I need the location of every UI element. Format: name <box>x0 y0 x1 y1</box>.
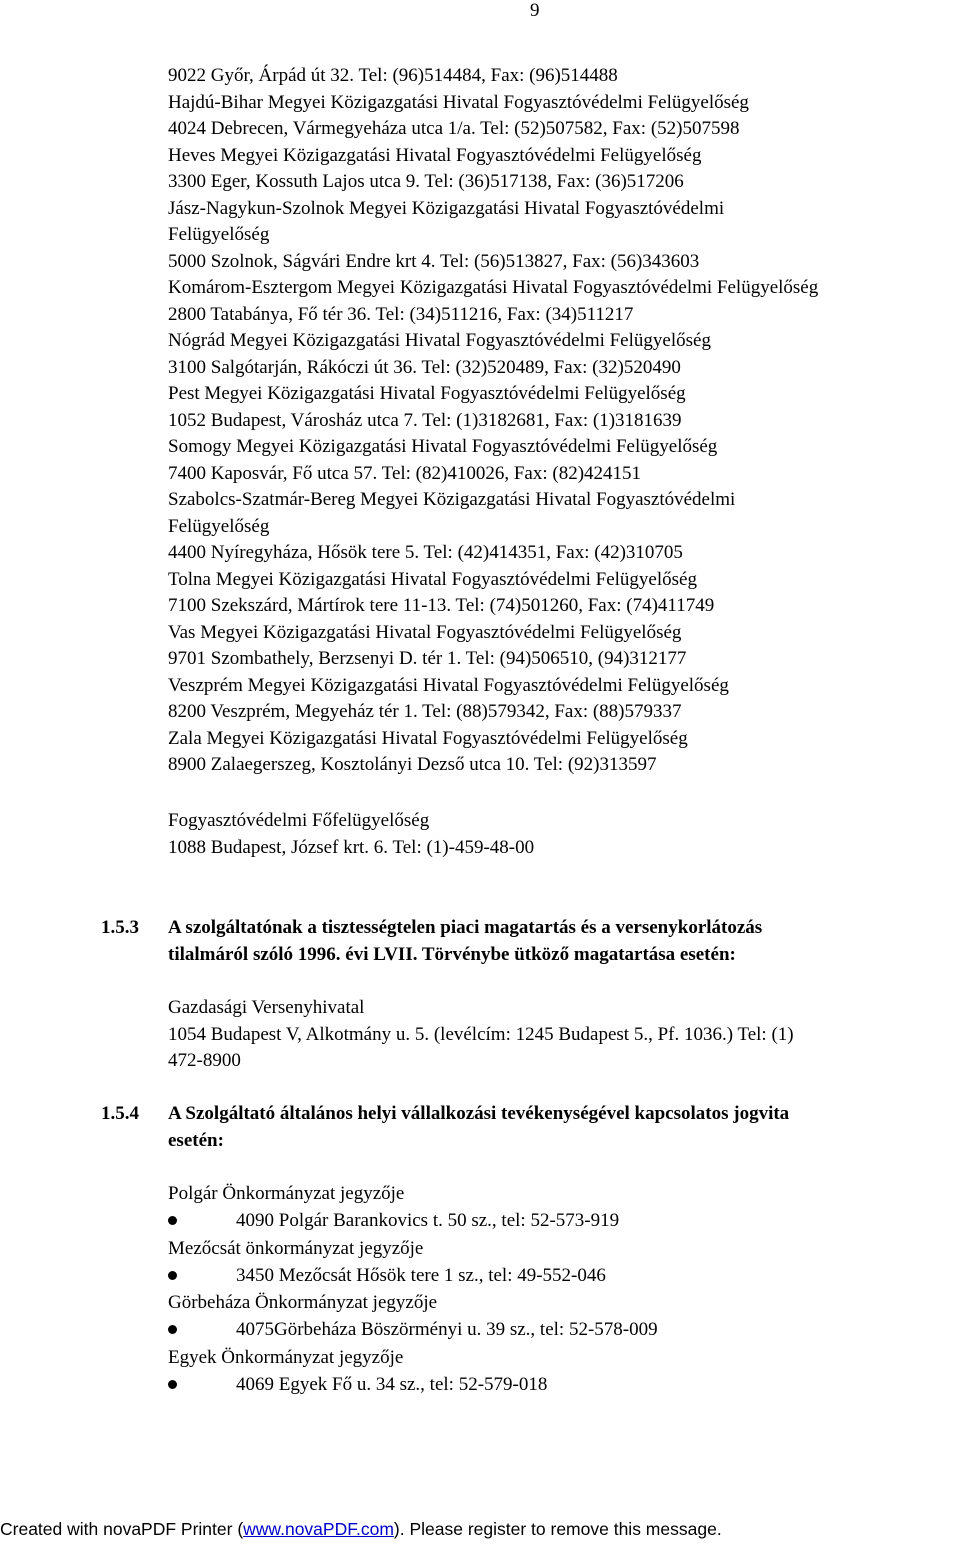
text-line: 1052 Budapest, Városház utca 7. Tel: (1)3182681, Fax: (1)3181639 <box>168 409 682 431</box>
notary-address: 4075Görbeháza Böszörményi u. 39 sz., tel: 52-578-009 <box>236 1319 658 1341</box>
text-line: Hajdú-Bihar Megyei Közigazgatási Hivatal Fogyasztóvédelmi Felügyelőség <box>168 91 749 113</box>
page-number: 9 <box>530 0 540 21</box>
section-title <box>168 1101 928 1154</box>
text-line: 7100 Szekszárd, Mártírok tere 11-13. Tel: (74)501260, Fax: (74)411749 <box>168 595 715 616</box>
text-line: 4400 Nyíregyháza, Hősök tere 5. Tel: (42)414351, Fax: (42)310705 <box>168 542 683 563</box>
address-list <box>168 63 958 779</box>
notary-name: Görbeháza Önkormányzat jegyzője <box>168 1292 438 1314</box>
list-item <box>168 1262 658 1289</box>
notary-address: 4069 Egyek Fő u. 34 sz., tel: 52-579-018 <box>236 1374 548 1396</box>
bullet-icon <box>168 1216 177 1225</box>
text-line: 7400 Kaposvár, Fő utca 57. Tel: (82)410026, Fax: (82)424151 <box>168 462 642 484</box>
office-name: Gazdasági Versenyhivatal <box>168 997 365 1018</box>
list-item <box>168 1371 658 1398</box>
text-line: Somogy Megyei Közigazgatási Hivatal Fogyasztóvédelmi Felügyelőség <box>168 436 718 457</box>
bullet-icon <box>168 1271 177 1280</box>
section-title-line: tilalmáról szóló 1996. évi LVII. Törvénybe ütköző magatartása esetén: <box>168 943 736 965</box>
text-line: Komárom-Esztergom Megyei Közigazgatási Hivatal Fogyasztóvédelmi Felügyelőség <box>168 277 819 298</box>
text-line: 8200 Veszprém, Megyeház tér 1. Tel: (88)579342, Fax: (88)579337 <box>168 701 682 722</box>
text-line: Pest Megyei Közigazgatási Hivatal Fogyasztóvédelmi Felügyelőség <box>168 383 686 404</box>
office-address: 472-8900 <box>168 1050 241 1071</box>
text-line: 3100 Salgótarján, Rákóczi út 36. Tel: (32)520489, Fax: (32)520490 <box>168 356 681 378</box>
notary-name: Mezőcsát önkormányzat jegyzője <box>168 1237 424 1259</box>
text-line: 9701 Szombathely, Berzsenyi D. tér 1. Tel: (94)506510, (94)312177 <box>168 648 687 669</box>
notary-name: Polgár Önkormányzat jegyzője <box>168 1183 405 1204</box>
text-line: Heves Megyei Közigazgatási Hivatal Fogyasztóvédelmi Felügyelőség <box>168 144 702 166</box>
text-line: 4024 Debrecen, Vármegyeháza utca 1/a. Tel: (52)507582, Fax: (52)507598 <box>168 118 740 139</box>
footer-text: ). Please register to remove this message. <box>393 1519 722 1539</box>
text-line: Szabolcs-Szatmár-Bereg Megyei Közigazgatási Hivatal Fogyasztóvédelmi <box>168 489 736 510</box>
main-office-address: 1088 Budapest, József krt. 6. Tel: (1)-459-48-00 <box>168 836 535 858</box>
notary-address: 4090 Polgár Barankovics t. 50 sz., tel: 52-573-919 <box>236 1210 620 1232</box>
section-number: 1.5.4 <box>101 1103 139 1124</box>
text-line: Nógrád Megyei Közigazgatási Hivatal Fogyasztóvédelmi Felügyelőség <box>168 330 711 351</box>
notary-address: 3450 Mezőcsát Hősök tere 1 sz., tel: 49-552-046 <box>236 1264 606 1286</box>
text-line: 2800 Tatabánya, Fő tér 36. Tel: (34)511216, Fax: (34)511217 <box>168 303 634 325</box>
section-title-line: A szolgáltatónak a tisztességtelen piaci magatartás és a versenykorlátozás <box>168 917 763 938</box>
section-title <box>168 915 928 968</box>
section-title-line: A Szolgáltató általános helyi vállalkozási tevékenységével kapcsolatos jogvita <box>168 1103 790 1124</box>
office-address: 1054 Budapest V, Alkotmány u. 5. (levélcím: 1245 Budapest 5., Pf. 1036.) Tel: (1) <box>168 1023 794 1045</box>
main-office <box>168 808 534 861</box>
main-office-name: Fogyasztóvédelmi Főfelügyelőség <box>168 810 430 831</box>
footer-watermark <box>0 1518 960 1540</box>
footer-text: Created with novaPDF Printer ( <box>0 1519 244 1539</box>
notary-name: Egyek Önkormányzat jegyzője <box>168 1346 404 1368</box>
text-line: 8900 Zalaegerszeg, Kosztolányi Dezső utca 10. Tel: (92)313597 <box>168 754 657 775</box>
text-line: Tolna Megyei Közigazgatási Hivatal Fogyasztóvédelmi Felügyelőség <box>168 568 697 590</box>
text-line: Felügyelőség <box>168 224 270 245</box>
list-item <box>168 1316 658 1343</box>
text-line: Felügyelőség <box>168 515 270 537</box>
text-line: 9022 Győr, Árpád út 32. Tel: (96)514484, Fax: (96)514488 <box>168 65 618 86</box>
text-line: 3300 Eger, Kossuth Lajos utca 9. Tel: (36)517138, Fax: (36)517206 <box>168 171 684 192</box>
text-line: 5000 Szolnok, Ságvári Endre krt 4. Tel: (56)513827, Fax: (56)343603 <box>168 250 700 272</box>
footer-link[interactable]: www.novaPDF.com <box>243 1519 394 1539</box>
text-line: Vas Megyei Közigazgatási Hivatal Fogyasztóvédelmi Felügyelőség <box>168 621 682 643</box>
bullet-icon <box>168 1380 177 1389</box>
text-line: Veszprém Megyei Közigazgatási Hivatal Fogyasztóvédelmi Felügyelőség <box>168 674 729 696</box>
competition-office <box>168 995 794 1075</box>
section-number: 1.5.3 <box>101 917 139 938</box>
bullet-icon <box>168 1325 177 1334</box>
text-line: Zala Megyei Közigazgatási Hivatal Fogyasztóvédelmi Felügyelőség <box>168 727 688 749</box>
notary-list <box>168 1180 658 1398</box>
section-title-line: esetén: <box>168 1129 224 1151</box>
list-item <box>168 1207 658 1234</box>
text-line: Jász-Nagykun-Szolnok Megyei Közigazgatási Hivatal Fogyasztóvédelmi <box>168 197 725 219</box>
